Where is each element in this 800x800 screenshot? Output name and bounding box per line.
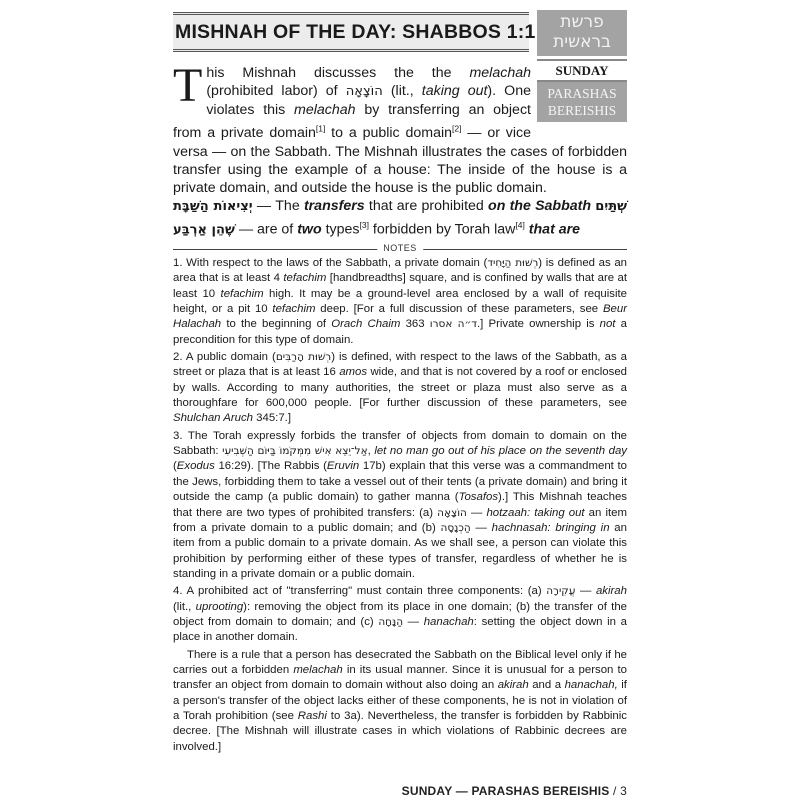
text-run: his Mishnah discusses the the [206, 65, 470, 81]
text-run: .] Private ownership is [476, 318, 600, 331]
text-run: , [367, 445, 375, 458]
text-run: Tosafos [458, 491, 499, 504]
notes-label: NOTES [377, 243, 423, 253]
text-run: Rashi [297, 709, 327, 722]
text-run: that are prohibited [364, 198, 489, 215]
text-run: by transferring an object from a private domain [173, 102, 531, 142]
text-run: ): removing the object from its place in one domain; (b) the transfer of the object from domain to domain; and (c) [173, 600, 627, 628]
text-run: and a [528, 679, 565, 692]
text-run: let no man go out of his place on the seventh day [374, 445, 627, 458]
text-run: akirah [595, 585, 627, 598]
text-run: (prohibited labor) of [206, 83, 346, 100]
hebrew-term: הַכְנָסָה [440, 521, 471, 534]
text-run: two [297, 222, 322, 239]
running-head: SUNDAY — PARASHAS BEREISHIS [401, 784, 610, 798]
text-run: not [599, 318, 616, 331]
text-run: — The [252, 198, 304, 215]
text-run: melachah [293, 663, 343, 676]
text-run: (lit., [173, 600, 196, 613]
text-run: amos [339, 366, 368, 379]
text-run: hotzaah: taking out [486, 506, 585, 519]
parasha-hebrew-line-1: פרשת [560, 12, 604, 32]
text-run: wide, and that is not covered by a roof or enclosed by walls. According to many authorities, the street or plaza must also serve as a thoroughfare for 600,000 people. [For further discussion of these parameters, see [173, 366, 627, 410]
day-label: SUNDAY [537, 59, 627, 79]
text-run: melachah [469, 65, 531, 81]
text-run: Beur Halachah [173, 303, 627, 331]
text-run: [handbreadths] square, and is confined by walls that are at least 10 [173, 272, 627, 300]
hebrew-term: אַל־יֵצֵא אִישׁ מִמְּקֹמוֹ בַּיּוֹם הַשְּׁבִיעִי [222, 445, 368, 458]
hebrew-term: עֲקִירָה [546, 585, 576, 598]
note-paragraph [173, 256, 627, 348]
text-run: hanachah [423, 615, 474, 628]
page-title: MISHNAH OF THE DAY: SHABBOS 1:1 [175, 21, 536, 43]
text-run: to a public domain [325, 125, 453, 142]
text-run: uprooting [195, 600, 244, 613]
parasha-line-2: BEREISHIS [547, 103, 617, 118]
text-run: 363 [400, 318, 430, 331]
sidebar-spacer [531, 64, 627, 138]
text-run: tefachim [220, 287, 264, 300]
text-run: Orach Chaim [331, 318, 401, 331]
text-run: tefachim [272, 303, 316, 316]
text-run: high. It may be a ground-level area enclosed by a wall of requisite height, or a pit 10 [173, 287, 627, 316]
parasha-hebrew-line-2: בראשית [553, 32, 611, 52]
text-run: 17b) explain that this verse was a commandment to the Jews, forbidding them to take a vessel out of their tents (a private domain) and bring it outside the camp (a public domain) to gather manna ( [173, 460, 627, 504]
hebrew-term: ד״ה אסרו [429, 318, 477, 331]
text-run: that are [528, 222, 581, 239]
text-run: — [575, 585, 596, 598]
hebrew-term: רְשׁוּת הָרַבִּים [275, 351, 332, 364]
title-bar [173, 12, 536, 52]
text-run: an item from a public domain to a private domain. As we shall see, a person can violate this prohibition by performing either of these types of transfer, regardless of whether he is standing in a private domain or a public domain. [173, 521, 627, 580]
text-run: to 3a). Nevertheless, the transfer is forbidden by Rabbinic decree. [The Mishnah will illustrate cases in which violations of Rabbinic decrees are involved.] [173, 709, 627, 753]
text-run: — or vice versa — on the Sabbath. The Mishnah illustrates the cases of forbidden transfer using the example of a house: The inside of the house is a private domain, and outside the house is the public domain. [173, 125, 627, 196]
text-run: Exodus [176, 460, 215, 473]
text-run: to the beginning of [221, 318, 332, 331]
text-run: ) is defined, with respect to the laws of the Sabbath, as a street or plaza that is at least 16 [173, 351, 628, 379]
text-run: an item from a private domain to a public domain; and (b) [173, 506, 627, 534]
hebrew-term: הַנָּחָה [378, 615, 404, 628]
hebrew-term: הוֹצָאָה [345, 84, 383, 100]
hebrew-term: שְׁתַּיִם שֶׁהֵן אַרְבַּע [173, 199, 627, 239]
text-run: ( [173, 460, 177, 473]
text-run: There is a rule that a person has desecrated the Sabbath on the Biblical level only if he carries out a forbidden [173, 648, 627, 676]
parasha-hebrew-box [537, 10, 627, 56]
text-run: ).] This Mishnah teaches that there are two types of prohibited transfers: (a) [173, 491, 627, 519]
text-run: types [321, 222, 360, 239]
text-run: 4. A prohibited act of "transferring" must contain three components: (a) [173, 585, 547, 598]
footnote-ref: [4] [515, 220, 525, 231]
text-run: hachnasah: bringing in [491, 521, 610, 534]
text-run: deep. [For a full discussion of these parameters, see [315, 303, 603, 316]
text-run: tefachim [283, 272, 327, 285]
hebrew-term: רְשׁוּת הַיָּחִיד [487, 257, 539, 269]
hebrew-term: הוֹצָאָה [437, 506, 467, 519]
text-run: — [470, 521, 492, 534]
text-run: Eruvin [326, 460, 360, 473]
footnote-ref: [1] [315, 123, 326, 134]
text-run: 3. The Torah expressly forbids the transfer of objects from domain to domain on the Sabbath: [173, 429, 627, 458]
text-run: ). One violates this [206, 83, 531, 119]
text-run: transfers [303, 198, 365, 215]
footer-separator: / [609, 784, 621, 798]
text-run: 345:7.] [253, 412, 291, 425]
note-paragraph [173, 429, 627, 582]
footnote-ref: [2] [452, 123, 462, 134]
main-text [173, 59, 627, 240]
notes-section [173, 256, 627, 757]
footnote-ref: [3] [359, 220, 369, 231]
text-run: ) is defined as an area that is at least 4 [173, 257, 628, 285]
text-run: — [403, 615, 424, 628]
drop-cap: T [173, 59, 203, 112]
text-run: — [466, 506, 487, 519]
text-run: a precondition for this type of domain. [173, 318, 627, 346]
text-run: akirah [497, 679, 529, 692]
text-run: (lit., [382, 83, 422, 100]
text-run: taking out [421, 83, 488, 100]
text-run: on the Sabbath [488, 198, 592, 215]
text-run: hanachah, [564, 679, 618, 692]
text-run: 2. A public domain ( [173, 351, 276, 364]
text-run: if a person's transfer of the object lacks either of these components, he is not in violation of a Torah prohibition (see [173, 679, 627, 722]
note-paragraph [173, 584, 627, 645]
page-number: 3 [620, 784, 627, 798]
text-run: 16:29). [The Rabbis ( [214, 460, 327, 473]
notes-divider [173, 244, 627, 254]
text-run: melachah [294, 102, 356, 119]
running-footer [402, 784, 627, 798]
text-run: in its usual manner. Since it is unusual for a person to transfer an object from domain to domain without also doing an [173, 663, 627, 692]
text-run: 1. With respect to the laws of the Sabbath, a private domain ( [173, 257, 488, 269]
text-run: — are of [234, 222, 298, 239]
text-run: forbidden by Torah law [368, 222, 516, 239]
hebrew-term: יְצִיאוֹת הַשַּׁבָּת [173, 199, 253, 215]
text-run: : setting the object down in a place in another domain. [173, 615, 627, 644]
note-paragraph [173, 648, 627, 755]
main-paragraph [173, 197, 627, 240]
note-paragraph [173, 350, 627, 427]
text-run: Shulchan Aruch [173, 412, 253, 425]
parasha-line-1: PARASHAS [547, 86, 617, 101]
